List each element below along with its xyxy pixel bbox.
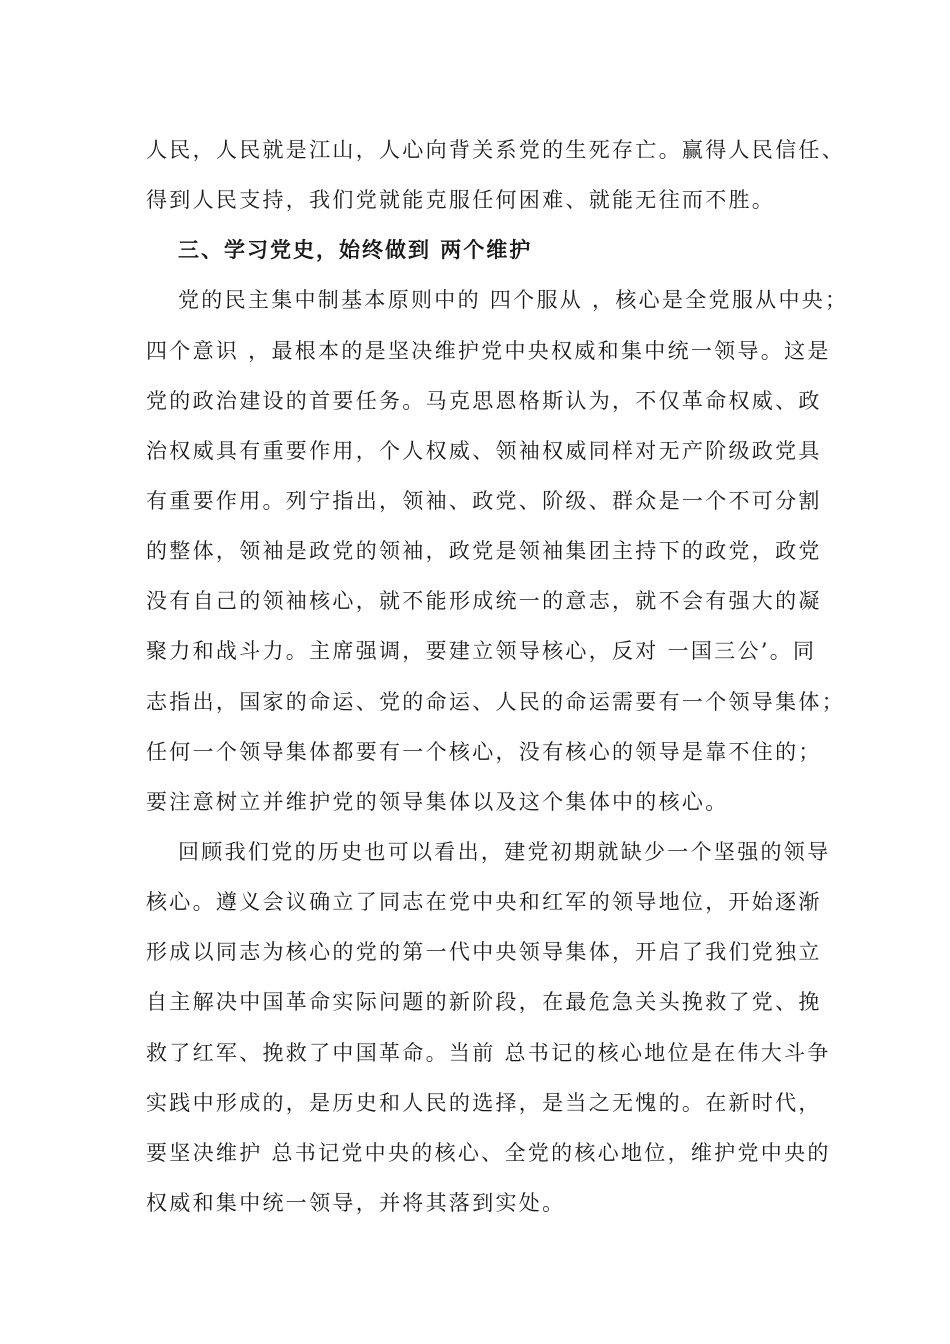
paragraph-line: 志指出，国家的命运、党的命运、人民的命运需要有一个领导集体； xyxy=(146,690,845,714)
paragraph-line: 实践中形成的，是历史和人民的选择，是当之无愧的。在新时代， xyxy=(146,1091,822,1115)
paragraph-line: 救了红军、挽救了中国革命。当前 总书记的核心地位是在伟大斗争 xyxy=(146,1041,831,1065)
paragraph-line: 治权威具有重要作用，个人权威、领袖权威同样对无产阶级政党具 xyxy=(146,439,822,463)
paragraph-line: 任何一个领导集体都要有一个核心，没有核心的领导是靠不住的； xyxy=(146,740,822,764)
paragraph-line: 党的民主集中制基本原则中的 四个服从 ，核心是全党服从中央； xyxy=(178,288,849,312)
paragraph-line: 核心。遵义会议确立了同志在党中央和红军的领导地位，开始逐渐 xyxy=(146,890,822,914)
paragraph-line: 自主解决中国革命实际问题的新阶段，在最危急关头挽救了党、挽 xyxy=(146,990,822,1014)
section-heading: 三、学习党史，始终做到 两个维护 xyxy=(178,238,533,262)
paragraph-line: 权威和集中统一领导，并将其落到实处。 xyxy=(146,1191,566,1215)
paragraph-line: 回顾我们党的历史也可以看出，建党初期就缺少一个坚强的领导 xyxy=(178,840,831,864)
paragraph-line: 要注意树立并维护党的领导集体以及这个集体中的核心。 xyxy=(146,790,729,814)
paragraph-line: 聚力和战斗力。主席强调，要建立领导核心，反对 一国三公’。同 xyxy=(146,639,817,663)
paragraph-line: 没有自己的领袖核心，就不能形成统一的意志，就不会有强大的凝 xyxy=(146,589,822,613)
paragraph-line: 人民，人民就是江山，人心向背关系党的生死存亡。赢得人民信任、 xyxy=(146,138,845,162)
paragraph-line: 要坚决维护 总书记党中央的核心、全党的核心地位，维护党中央的 xyxy=(146,1141,831,1165)
paragraph-line: 四个意识 ，最根本的是坚决维护党中央权威和集中统一领导。这是 xyxy=(146,339,831,363)
paragraph-line: 得到人民支持，我们党就能克服任何困难、就能无往而不胜。 xyxy=(146,188,776,212)
paragraph-line: 有重要作用。列宁指出，领袖、政党、阶级、群众是一个不可分割 xyxy=(146,489,822,513)
paragraph-line: 的整体，领袖是政党的领袖，政党是领袖集团主持下的政党，政党 xyxy=(146,539,822,563)
paragraph-line: 党的政治建设的首要任务。马克思恩格斯认为，不仅革命权威、政 xyxy=(146,389,822,413)
paragraph-line: 形成以同志为核心的党的第一代中央领导集体，开启了我们党独立 xyxy=(146,940,822,964)
